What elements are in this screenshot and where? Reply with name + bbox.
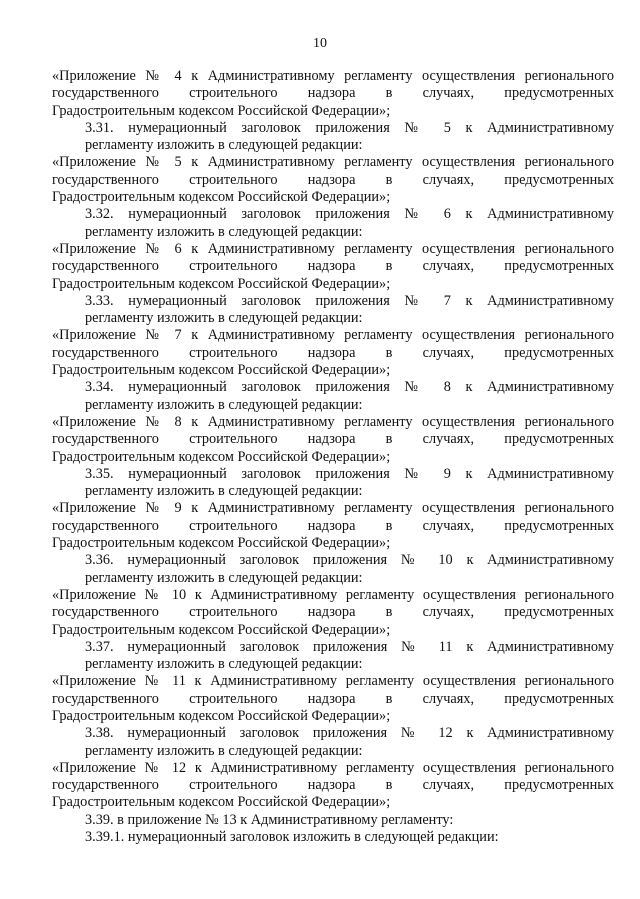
text-line: регламенту изложить в следующей редакции: — [85, 137, 363, 154]
text-line: государственного строительного надзора в случаях, предусмотренных — [52, 517, 614, 534]
text-line: государственного строительного надзора в случаях, предусмотренных — [52, 344, 614, 361]
text-line: «Приложение № 12 к Административному регламенту осуществления регионального — [52, 759, 614, 776]
text-line: 3.31. нумерационный заголовок приложения № 5 к Административному — [85, 119, 614, 136]
text-line: регламенту изложить в следующей редакции: — [85, 569, 363, 586]
quoted-appendix-heading — [52, 241, 614, 293]
text-line: государственного строительного надзора в случаях, предусмотренных — [52, 171, 614, 188]
amendment-paragraph — [52, 120, 614, 155]
text-line: Градостроительным кодексом Российской Федерации»; — [52, 794, 391, 811]
text-line: 3.34. нумерационный заголовок приложения № 8 к Административному — [85, 379, 614, 396]
text-line: 3.32. нумерационный заголовок приложения № 6 к Административному — [85, 206, 614, 223]
text-line: регламенту изложить в следующей редакции: — [85, 742, 363, 759]
text-line: регламенту изложить в следующей редакции: — [85, 310, 363, 327]
quoted-appendix-heading — [52, 500, 614, 552]
text-line: Градостроительным кодексом Российской Федерации»; — [52, 362, 391, 379]
amendment-paragraph — [52, 552, 614, 587]
amendment-paragraph — [52, 812, 614, 829]
text-line: «Приложение № 6 к Административному регламенту осуществления регионального — [52, 240, 614, 257]
amendment-paragraph — [52, 829, 614, 846]
text-line: 3.35. нумерационный заголовок приложения № 9 к Административному — [85, 465, 614, 482]
text-line: «Приложение № 10 к Административному регламенту осуществления регионального — [52, 586, 614, 603]
text-line: государственного строительного надзора в случаях, предусмотренных — [52, 777, 614, 794]
text-line: регламенту изложить в следующей редакции: — [85, 483, 363, 500]
text-line: «Приложение № 4 к Административному регламенту осуществления регионального — [52, 68, 614, 84]
quoted-appendix-heading — [52, 760, 614, 812]
text-line: государственного строительного надзора в случаях, предусмотренных — [52, 690, 614, 707]
text-line: регламенту изложить в следующей редакции: — [85, 223, 363, 240]
text-line: Градостроительным кодексом Российской Федерации»; — [52, 621, 391, 638]
text-line: регламенту изложить в следующей редакции: — [85, 656, 363, 673]
quoted-appendix-heading — [52, 414, 614, 466]
text-line: «Приложение № 11 к Административному регламенту осуществления регионального — [52, 673, 614, 690]
text-line: государственного строительного надзора в случаях, предусмотренных — [52, 431, 614, 448]
quoted-appendix-heading — [52, 587, 614, 639]
text-line: государственного строительного надзора в случаях, предусмотренных — [52, 604, 614, 621]
text-line: регламенту изложить в следующей редакции: — [85, 396, 363, 413]
text-line: Градостроительным кодексом Российской Федерации»; — [52, 275, 391, 292]
text-line: «Приложение № 8 к Административному регламенту осуществления регионального — [52, 413, 614, 430]
text-line: 3.39. в приложение № 13 к Административному регламенту: — [85, 811, 454, 828]
amendment-paragraph — [52, 293, 614, 328]
text-line: Градостроительным кодексом Российской Федерации»; — [52, 189, 391, 206]
quoted-appendix-heading — [52, 154, 614, 206]
text-line: 3.36. нумерационный заголовок приложения № 10 к Административному — [85, 552, 614, 569]
amendment-paragraph — [52, 206, 614, 241]
text-line: Градостроительным кодексом Российской Федерации»; — [52, 535, 391, 552]
text-line: Градостроительным кодексом Российской Федерации»; — [52, 102, 391, 119]
quoted-appendix-heading — [52, 673, 614, 725]
page-number: 10 — [313, 36, 327, 51]
text-line: 3.33. нумерационный заголовок приложения № 7 к Административному — [85, 292, 614, 309]
amendment-paragraph — [52, 379, 614, 414]
quoted-appendix-heading — [52, 68, 614, 120]
text-line: 3.38. нумерационный заголовок приложения № 12 к Административному — [85, 725, 614, 742]
text-line: Градостроительным кодексом Российской Федерации»; — [52, 448, 391, 465]
amendment-paragraph — [52, 639, 614, 674]
amendment-paragraph — [52, 725, 614, 760]
text-line: 3.37. нумерационный заголовок приложения № 11 к Административному — [85, 638, 614, 655]
text-line: государственного строительного надзора в случаях, предусмотренных — [52, 85, 614, 102]
quoted-appendix-heading — [52, 327, 614, 379]
text-line: «Приложение № 7 к Административному регламенту осуществления регионального — [52, 327, 614, 344]
amendment-paragraph — [52, 466, 614, 501]
document-body — [52, 68, 614, 846]
text-line: 3.39.1. нумерационный заголовок изложить в следующей редакции: — [85, 829, 499, 846]
text-line: «Приложение № 5 к Административному регламенту осуществления регионального — [52, 154, 614, 171]
text-line: Градостроительным кодексом Российской Федерации»; — [52, 707, 391, 724]
text-line: «Приложение № 9 к Административному регламенту осуществления регионального — [52, 500, 614, 517]
text-line: государственного строительного надзора в случаях, предусмотренных — [52, 258, 614, 275]
